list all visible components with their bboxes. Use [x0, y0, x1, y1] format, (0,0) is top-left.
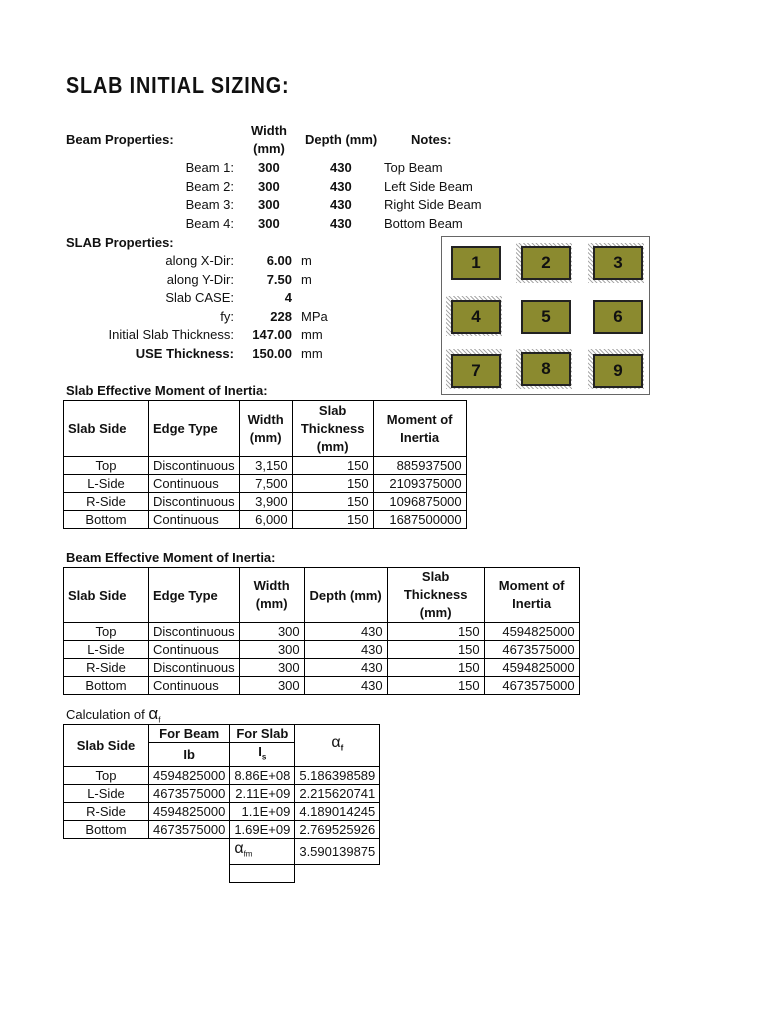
beam-depth: 430	[330, 197, 352, 213]
panel-cell-8: 8	[521, 352, 571, 386]
table-row	[64, 766, 380, 784]
table-row	[64, 659, 580, 677]
slab-prop-unit: m	[301, 253, 312, 268]
page-title: SLAB INITIAL SIZING:	[66, 72, 290, 98]
beam-note: Right Side Beam	[384, 197, 482, 213]
slab-prop-value: 228	[270, 308, 292, 324]
alpha-fm-value: 3.590139875	[295, 838, 380, 864]
header-moment: Moment of Inertia	[373, 401, 466, 457]
table-row	[64, 802, 380, 820]
slab-prop-unit: MPa	[301, 308, 328, 324]
beam-notes-header: Notes:	[411, 132, 452, 147]
table-cell: 150	[387, 659, 484, 677]
table-cell: R-Side	[64, 659, 149, 677]
slab-prop-name: Slab CASE:	[165, 290, 234, 306]
header-slab-thickness: Slab Thickness (mm)	[387, 568, 484, 623]
beam-width-header: Width (mm)	[251, 123, 287, 156]
table-cell: Discontinuous	[149, 457, 240, 475]
beam-name: Beam 1:	[185, 160, 234, 175]
table-cell: 3,150	[239, 457, 292, 475]
table-row	[64, 475, 467, 493]
slab-prop-name: along Y-Dir:	[166, 271, 234, 287]
table-cell: 8.86E+08	[230, 766, 295, 784]
table-cell: Continuous	[149, 475, 240, 493]
table-cell: 4594825000	[149, 766, 230, 784]
beam-name: Beam 4:	[185, 215, 234, 231]
table-cell: 4673575000	[149, 820, 230, 838]
header-for-slab: For Slab	[230, 725, 295, 743]
table-cell: 150	[292, 457, 373, 475]
table-row	[64, 493, 467, 511]
table-cell: 6,000	[239, 511, 292, 529]
beam-width: 300	[258, 215, 280, 231]
table-row	[64, 511, 467, 529]
table-cell: 150	[292, 511, 373, 529]
header-slab-side: Slab Side	[64, 401, 149, 457]
table-cell: Top	[64, 766, 149, 784]
beam-properties-label: Beam Properties:	[66, 132, 174, 147]
beam-depth-header: Depth (mm)	[305, 132, 378, 147]
table-cell: 300	[239, 677, 304, 695]
table-cell: 4673575000	[484, 641, 579, 659]
table-cell: Continuous	[149, 641, 240, 659]
table-cell: 430	[304, 659, 387, 677]
slab-prop-unit: mm	[301, 346, 323, 361]
table-cell: 430	[304, 623, 387, 641]
table-cell: 300	[239, 641, 304, 659]
slab-prop-name: fy:	[220, 308, 234, 324]
table-cell: Bottom	[64, 820, 149, 838]
beam-inertia-table	[63, 567, 580, 695]
table-cell: Continuous	[149, 677, 240, 695]
table-cell: 4673575000	[149, 784, 230, 802]
beam-note: Top Beam	[384, 160, 443, 175]
table-cell: 1096875000	[373, 493, 466, 511]
panel-cell-6: 6	[593, 300, 643, 334]
panel-cell-3: 3	[593, 246, 643, 280]
table-row	[64, 623, 580, 641]
panel-cell-2: 2	[521, 246, 571, 280]
header-slab-side: Slab Side	[64, 568, 149, 623]
table-cell: Discontinuous	[149, 623, 240, 641]
table-cell: L-Side	[64, 475, 149, 493]
alpha-table	[63, 724, 380, 883]
header-width: Width (mm)	[239, 568, 304, 623]
slab-panel-grid	[441, 236, 650, 395]
table-cell: 1687500000	[373, 511, 466, 529]
table-cell: 4594825000	[484, 623, 579, 641]
slab-inertia-table	[63, 400, 467, 529]
beam-width: 300	[258, 197, 280, 213]
table-cell: 430	[304, 641, 387, 659]
beam-note: Bottom Beam	[384, 215, 463, 231]
table-row	[64, 784, 380, 802]
table-row	[64, 457, 467, 475]
header-ib: Ib	[149, 743, 230, 767]
header-edge-type: Edge Type	[149, 401, 240, 457]
beam-depth: 430	[330, 178, 352, 194]
table-cell: 430	[304, 677, 387, 695]
panel-cell-7: 7	[451, 354, 501, 388]
header-depth: Depth (mm)	[304, 568, 387, 623]
header-width: Width (mm)	[239, 401, 292, 457]
beam-inertia-caption: Beam Effective Moment of Inertia:	[66, 550, 276, 565]
beam-width: 300	[258, 178, 280, 194]
slab-prop-value: 4	[284, 290, 292, 306]
table-cell: 150	[292, 493, 373, 511]
slab-prop-value: 147.00	[252, 327, 292, 343]
table-cell: L-Side	[64, 784, 149, 802]
slab-prop-value: 6.00	[266, 253, 292, 268]
slab-prop-unit: mm	[301, 327, 323, 343]
panel-cell-9: 9	[593, 354, 643, 388]
header-slab-side: Slab Side	[64, 725, 149, 767]
table-cell: 150	[387, 677, 484, 695]
slab-prop-value: 150.00	[252, 346, 292, 361]
table-cell: 4673575000	[484, 677, 579, 695]
beam-name: Beam 2:	[185, 178, 234, 194]
panel-cell-5: 5	[521, 300, 571, 334]
header-alpha-f: $\alpha_f$	[295, 725, 380, 767]
table-cell: Top	[64, 457, 149, 475]
table-cell: 4.189014245	[295, 802, 380, 820]
table-cell: 2109375000	[373, 475, 466, 493]
header-moment: Moment of Inertia	[484, 568, 579, 623]
table-cell: R-Side	[64, 802, 149, 820]
table-cell: 150	[292, 475, 373, 493]
table-cell: Top	[64, 623, 149, 641]
table-cell: 2.769525926	[295, 820, 380, 838]
slab-prop-unit: m	[301, 271, 312, 287]
table-cell: 3,900	[239, 493, 292, 511]
table-cell: 2.215620741	[295, 784, 380, 802]
slab-prop-name: along X-Dir:	[165, 253, 234, 268]
beam-width: 300	[258, 160, 280, 175]
table-cell: L-Side	[64, 641, 149, 659]
panel-cell-1: 1	[451, 246, 501, 280]
table-cell: 300	[239, 623, 304, 641]
table-cell: 1.69E+09	[230, 820, 295, 838]
header-is: $I_s$	[230, 743, 295, 767]
header-edge-type: Edge Type	[149, 568, 240, 623]
table-cell: 7,500	[239, 475, 292, 493]
slab-properties-label: SLAB Properties:	[66, 235, 174, 250]
table-row	[64, 820, 380, 838]
table-cell: 150	[387, 641, 484, 659]
alpha-caption: Calculation of $\alpha_f$	[66, 704, 161, 725]
table-cell: 4594825000	[484, 659, 579, 677]
table-cell: 150	[387, 623, 484, 641]
table-cell: Bottom	[64, 677, 149, 695]
table-cell: 885937500	[373, 457, 466, 475]
table-cell: Continuous	[149, 511, 240, 529]
table-row	[64, 641, 580, 659]
header-for-beam: For Beam	[149, 725, 230, 743]
beam-depth: 430	[330, 160, 352, 175]
empty-cell	[230, 864, 295, 882]
table-cell: Discontinuous	[149, 493, 240, 511]
slab-prop-value: 7.50	[266, 271, 292, 287]
slab-prop-name: Initial Slab Thickness:	[108, 327, 234, 343]
slab-prop-name: USE Thickness:	[135, 346, 234, 361]
table-cell: Bottom	[64, 511, 149, 529]
panel-cell-4: 4	[451, 300, 501, 334]
table-cell: 4594825000	[149, 802, 230, 820]
slab-inertia-caption: Slab Effective Moment of Inertia:	[66, 383, 268, 398]
table-cell: 2.11E+09	[230, 784, 295, 802]
beam-name: Beam 3:	[185, 197, 234, 213]
beam-note: Left Side Beam	[384, 178, 473, 194]
table-cell: Discontinuous	[149, 659, 240, 677]
header-slab-thickness: Slab Thickness (mm)	[292, 401, 373, 457]
table-cell: R-Side	[64, 493, 149, 511]
beam-depth: 430	[330, 215, 352, 231]
table-cell: 300	[239, 659, 304, 677]
alpha-fm-label: $\alpha_{fm}$	[230, 838, 295, 864]
table-cell: 1.1E+09	[230, 802, 295, 820]
table-cell: 5.186398589	[295, 766, 380, 784]
table-row	[64, 677, 580, 695]
